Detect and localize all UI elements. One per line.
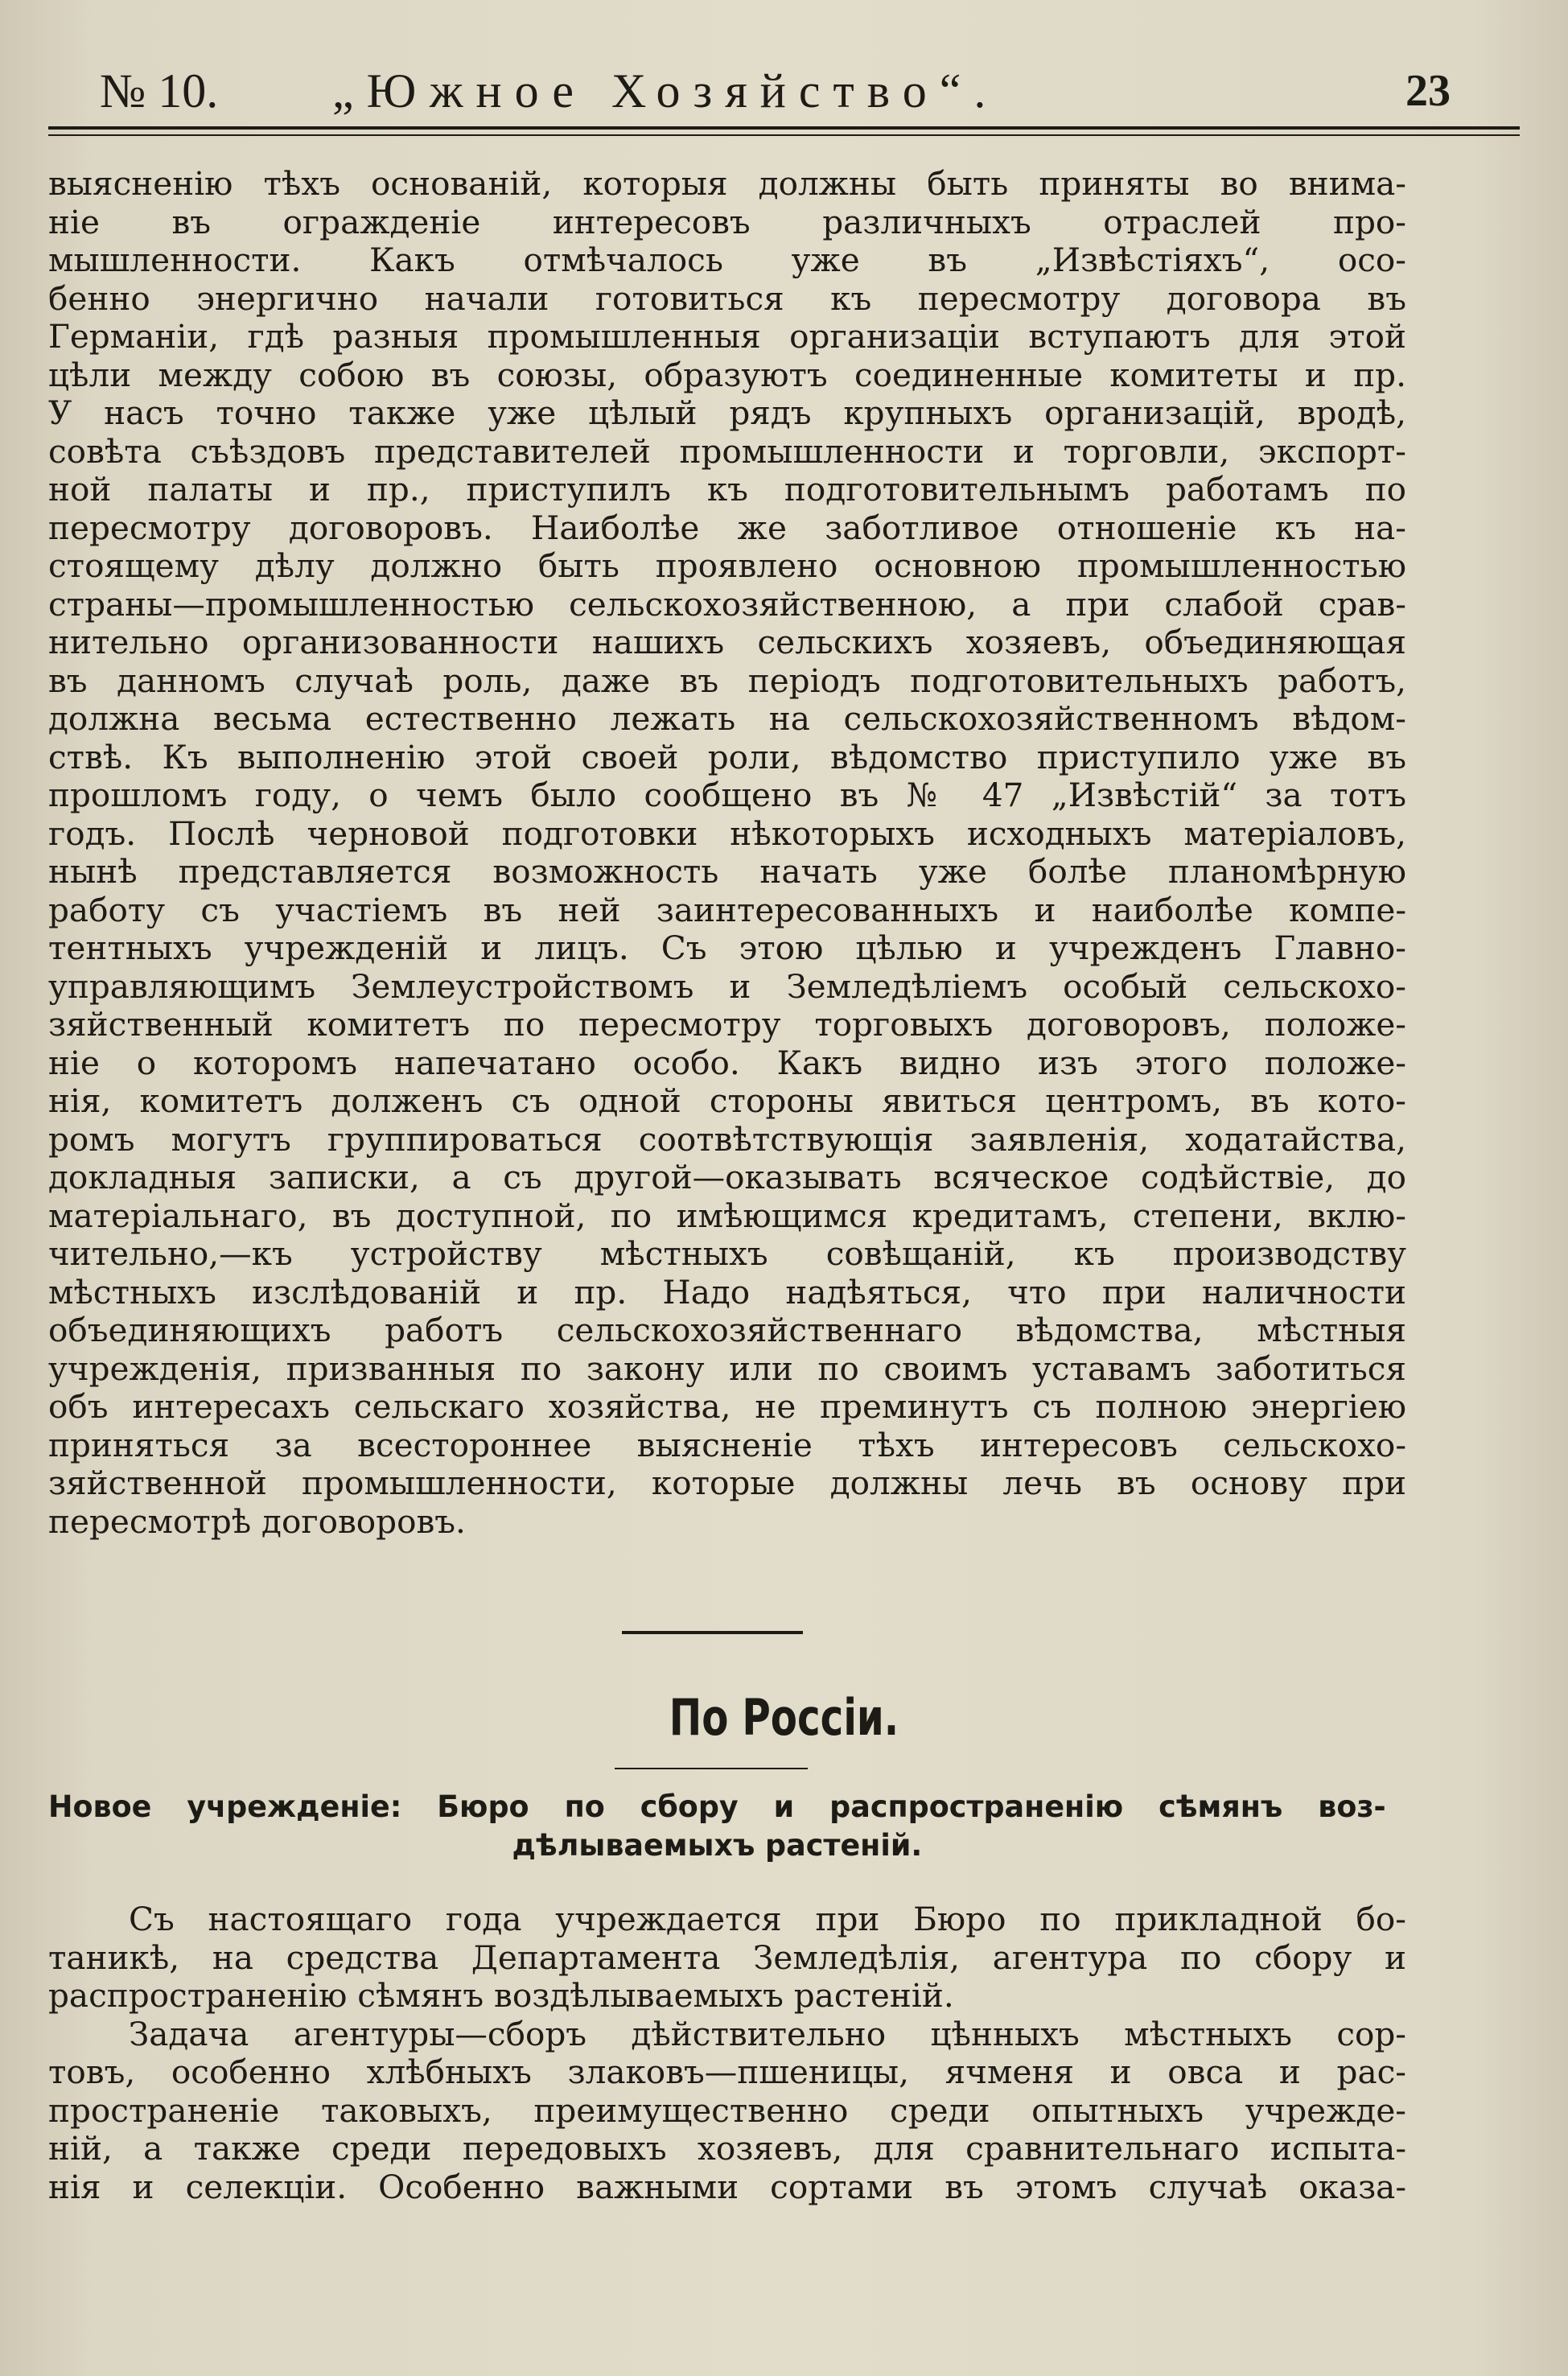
text-line: Задача агентуры—сборъ дѣйствительно цѣнныхъ мѣстныхъ сор- <box>129 2015 1406 2053</box>
journal-title: „Южное Хозяйство“. <box>332 64 999 117</box>
text-line: нительно организованности нашихъ сельскихъ хозяевъ, объединяющая <box>48 624 1406 661</box>
text-line: управляющимъ Землеустройствомъ и Земледѣліемъ особый сельскохо- <box>48 967 1406 1006</box>
text-line: нынѣ представляется возможность начать уже болѣе планомѣрную <box>48 853 1406 891</box>
text-line: товъ, особенно хлѣбныхъ злаковъ—пшеницы, ячменя и овса и рас- <box>48 2053 1406 2091</box>
text-line: матеріальнаго, въ доступной, по имѣющимся кредитамъ, степени, вклю- <box>48 1196 1406 1235</box>
text-line: распространенію сѣмянъ воздѣлываемыхъ растеній. <box>48 1977 954 2015</box>
issue-number: № 10. <box>100 64 219 117</box>
text-line: ромъ могутъ группироваться соотвѣтствующія заявленія, ходатайства, <box>48 1120 1406 1159</box>
section-divider <box>622 1631 803 1634</box>
text-line: работу съ участіемъ въ ней заинтересованныхъ и наиболѣе компе- <box>48 891 1406 929</box>
text-line: мѣстныхъ изслѣдованій и пр. Надо надѣяться, что при наличности <box>48 1273 1406 1312</box>
page-number: 23 <box>1405 66 1451 116</box>
text-line: Германіи, гдѣ разныя промышленныя организаціи вступаютъ для этой <box>48 318 1406 356</box>
text-line: докладныя записки, а съ другой—оказывать всяческое содѣйствіе, до <box>48 1159 1406 1196</box>
heading-line: дѣлываемыхъ растеній. <box>512 1827 923 1863</box>
text-line: зяйственный комитетъ по пересмотру торговыхъ договоровъ, положе- <box>48 1006 1406 1044</box>
text-line: годъ. Послѣ черновой подготовки нѣкоторыхъ исходныхъ матеріаловъ, <box>48 814 1406 853</box>
section-title: По Россіи. <box>669 1688 899 1747</box>
article-heading <box>48 1788 1406 1864</box>
text-line: чительно,—къ устройству мѣстныхъ совѣщаній, къ производству <box>48 1235 1406 1273</box>
text-line: ній, а также среди передовыхъ хозяевъ, для сравнительнаго испыта- <box>48 2130 1406 2168</box>
text-line: объ интересахъ сельскаго хозяйства, не преминутъ съ полною энергіею <box>48 1388 1406 1426</box>
text-line: ной палаты и пр., приступилъ къ подготовительнымъ работамъ по <box>48 471 1406 509</box>
text-line: стоящему дѣлу должно быть проявлено основною промышленностью <box>48 547 1406 585</box>
text-line: тентныхъ учрежденій и лицъ. Съ этою цѣлью и учрежденъ Главно- <box>48 929 1406 967</box>
text-line: пересмотру договоровъ. Наиболѣе же заботливое отношеніе къ на- <box>48 509 1406 547</box>
text-line: совѣта съѣздовъ представителей промышленности и торговли, экспорт- <box>48 432 1406 471</box>
header-rule-thin <box>48 134 1520 136</box>
text-line: пересмотрѣ договоровъ. <box>48 1502 466 1541</box>
text-line: пространеніе таковыхъ, преимущественно среди опытныхъ учрежде- <box>48 2091 1406 2130</box>
text-line: объединяющихъ работъ сельскохозяйственнаго вѣдомства, мѣстныя <box>48 1312 1406 1349</box>
text-line: выясненію тѣхъ основаній, которыя должны быть приняты во внима- <box>48 165 1406 203</box>
section-title-underline <box>615 1768 808 1769</box>
header-rule-thick <box>48 126 1520 130</box>
text-line: ствѣ. Къ выполненію этой своей роли, вѣдомство приступило уже въ <box>48 738 1406 776</box>
text-line: Съ настоящаго года учреждается при Бюро по прикладной бо- <box>129 1900 1406 1938</box>
text-line: нія и селекціи. Особенно важными сортами въ этомъ случаѣ оказа- <box>48 2168 1406 2206</box>
text-line: таникѣ, на средства Департамента Земледѣлія, агентура по сбору и <box>48 1938 1406 1977</box>
text-line: приняться за всестороннее выясненіе тѣхъ интересовъ сельскохо- <box>48 1426 1406 1464</box>
text-line: нія, комитетъ долженъ съ одной стороны явиться центромъ, въ кото- <box>48 1082 1406 1120</box>
text-line: должна весьма естественно лежать на сельскохозяйственномъ вѣдом- <box>48 700 1406 738</box>
heading-line: Новое учрежденіе: Бюро по сбору и распространенію сѣмянъ воз- <box>48 1789 1386 1824</box>
text-line: ніе въ огражденіе интересовъ различныхъ отраслей про- <box>48 203 1406 241</box>
text-line: бенно энергично начали готовиться къ пересмотру договора въ <box>48 279 1406 318</box>
page-header <box>47 63 1521 119</box>
text-line: У насъ точно также уже цѣлый рядъ крупныхъ организацій, вродѣ, <box>48 394 1406 432</box>
text-line: въ данномъ случаѣ роль, даже въ періодъ подготовительныхъ работъ, <box>48 661 1406 700</box>
text-line: зяйственной промышленности, которые должны лечь въ основу при <box>48 1464 1406 1502</box>
text-line: ніе о которомъ напечатано особо. Какъ видно изъ этого положе- <box>48 1044 1406 1082</box>
text-line: цѣли между собою въ союзы, образуютъ соединенные комитеты и пр. <box>48 356 1406 394</box>
text-line: учрежденія, призванныя по закону или по своимъ уставамъ заботиться <box>48 1349 1406 1388</box>
body-paragraph-1 <box>48 165 1406 1541</box>
text-line: страны—промышленностью сельскохозяйственною, а при слабой срав- <box>48 585 1406 624</box>
text-line: мышленности. Какъ отмѣчалось уже въ „Извѣстіяхъ“, осо- <box>48 241 1406 279</box>
body-paragraphs-2-3 <box>48 1900 1406 2206</box>
text-line: прошломъ году, о чемъ было сообщено въ № 47 „Извѣстій“ за тотъ <box>48 776 1406 814</box>
